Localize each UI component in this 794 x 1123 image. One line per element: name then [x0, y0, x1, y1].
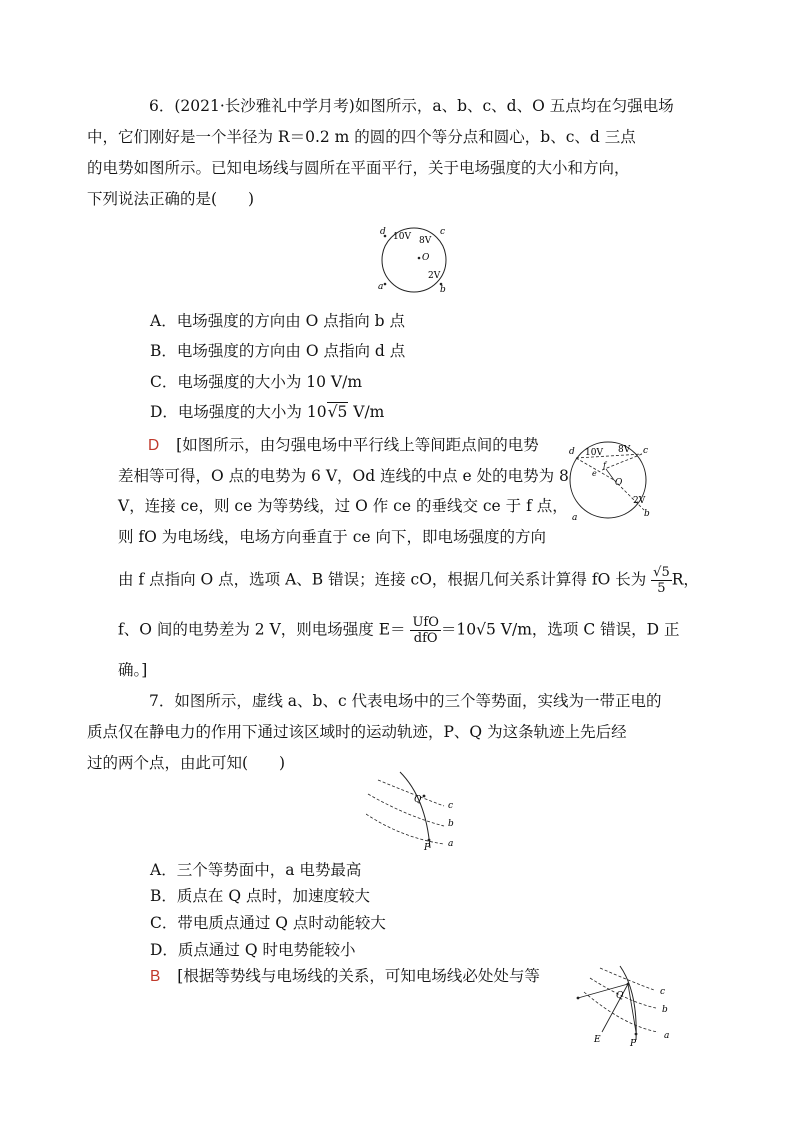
solution-line-7: 确。] [118, 661, 148, 679]
q6-answer [148, 433, 539, 455]
fraction-numerator: UfO [412, 615, 439, 630]
solution-line-5 [118, 565, 699, 596]
label-c: c [660, 987, 666, 997]
solution-text: 由 f 点指向 O 点，选项 A、B 错误；连接 cO，根据几何关系计算得 fO 长为 [118, 570, 647, 589]
fraction [410, 615, 440, 646]
q7-option-a: A．三个等势面中，a 电势最高 [150, 861, 362, 879]
label-a: a [664, 1031, 670, 1041]
label-c: c [440, 227, 446, 237]
voltage-c: 8V [618, 445, 631, 455]
label-e: E [594, 1035, 601, 1045]
q7-stem-line: 7．如图所示，虚线 a、b、c 代表电场中的三个等势面，实线为一带正电的 [149, 692, 662, 710]
q7-stem [87, 686, 678, 779]
label-p: P [630, 1039, 637, 1049]
option-d-root: √5 [327, 403, 348, 421]
label-a: a [448, 839, 454, 849]
solution-text: ＝10√5 V/m，选项 C 错误，D 正 [440, 620, 680, 639]
solution-line: [如图所示，由匀强电场中平行线上等间距点间的电势 [176, 436, 539, 454]
solution-line: 差相等可得，O 点的电势为 6 V，Od 连线的中点 e 处的电势为 8 [118, 467, 569, 485]
answer-letter: B [150, 968, 161, 985]
label-b: b [662, 1005, 668, 1015]
voltage-b: 2V [428, 271, 441, 281]
q7-solution-figure [572, 962, 682, 1050]
solution-text: f、O 间的电势差为 2 V，则电场强度 E＝ [118, 620, 406, 639]
fraction-numerator: √5 [653, 565, 670, 580]
q7-figure [366, 768, 466, 854]
q7-stem-line: 质点仅在静电力的作用下通过该区域时的运动轨迹，P、Q 为这条轨迹上先后经 [87, 723, 627, 741]
label-e: e [592, 469, 597, 478]
label-o: O [615, 478, 623, 488]
solution-line: 则 fO 为电场线，电场方向垂直于 ce 向下，即电场强度的方向 [118, 528, 547, 546]
label-b: b [644, 509, 650, 519]
q7-answer [150, 964, 540, 986]
label-a: a [572, 513, 578, 523]
solution-line: V，连接 ce，则 ce 为等势线，过 O 作 ce 的垂线交 ce 于 f 点， [118, 497, 568, 515]
q6-circle-figure [372, 222, 462, 294]
q6-stem-line: 中，它们刚好是一个半径为 R＝0.2 m 的圆的四个等分点和圆心，b、c、d 三点 [87, 128, 636, 146]
q7-option-b: B．质点在 Q 点时，加速度较大 [150, 887, 370, 905]
fraction [651, 565, 672, 596]
label-q: Q [616, 991, 624, 1001]
q6-stem-line: 6．(2021·长沙雅礼中学月考)如图所示，a、b、c、d、O 五点均在匀强电场 [149, 97, 674, 115]
label-b: b [448, 819, 454, 829]
label-o: O [422, 253, 430, 263]
q6-solution-figure [562, 438, 658, 524]
fraction-denominator: 5 [657, 581, 666, 596]
q6-stem [87, 91, 678, 215]
option-d-text: D．电场强度的大小为 10 [150, 403, 327, 421]
q6-stem-line: 下列说法正确的是( ) [87, 190, 255, 208]
answer-letter: D [148, 437, 160, 454]
voltage-b: 2V [633, 496, 646, 506]
voltage-d: 10V [393, 232, 411, 242]
solution-line: [根据等势线与电场线的关系，可知电场线必处处与等 [177, 967, 540, 985]
label-c: c [448, 801, 454, 811]
label-p: P [424, 843, 431, 853]
option-d-unit: V/m [348, 403, 385, 421]
voltage-d: 10V [585, 448, 603, 458]
label-c: c [643, 446, 649, 456]
voltage-c: 8V [419, 236, 432, 246]
q7-option-c: C．带电质点通过 Q 点时动能较大 [150, 914, 386, 932]
q6-option-c: C．电场强度的大小为 10 V/m [150, 373, 363, 391]
q7-stem-line: 过的两个点，由此可知( ) [87, 754, 286, 772]
label-a: a [378, 282, 384, 292]
label-f: f [603, 461, 606, 470]
label-q: Q [414, 795, 422, 805]
q6-option-a: A．电场强度的方向由 O 点指向 b 点 [150, 312, 406, 330]
fraction-denominator: dfO [413, 631, 438, 646]
solution-text: R， [671, 570, 699, 589]
q6-stem-line: 的电势如图所示。已知电场线与圆所在平面平行，关于电场强度的大小和方向， [87, 159, 630, 177]
q7-option-d: D．质点通过 Q 时电势能较小 [150, 941, 356, 959]
q6-option-b: B．电场强度的方向由 O 点指向 d 点 [150, 342, 406, 360]
label-d: d [380, 227, 386, 237]
label-b: b [440, 285, 446, 294]
q6-option-d [150, 400, 384, 422]
label-d: d [569, 447, 575, 457]
solution-line-6 [118, 615, 679, 646]
